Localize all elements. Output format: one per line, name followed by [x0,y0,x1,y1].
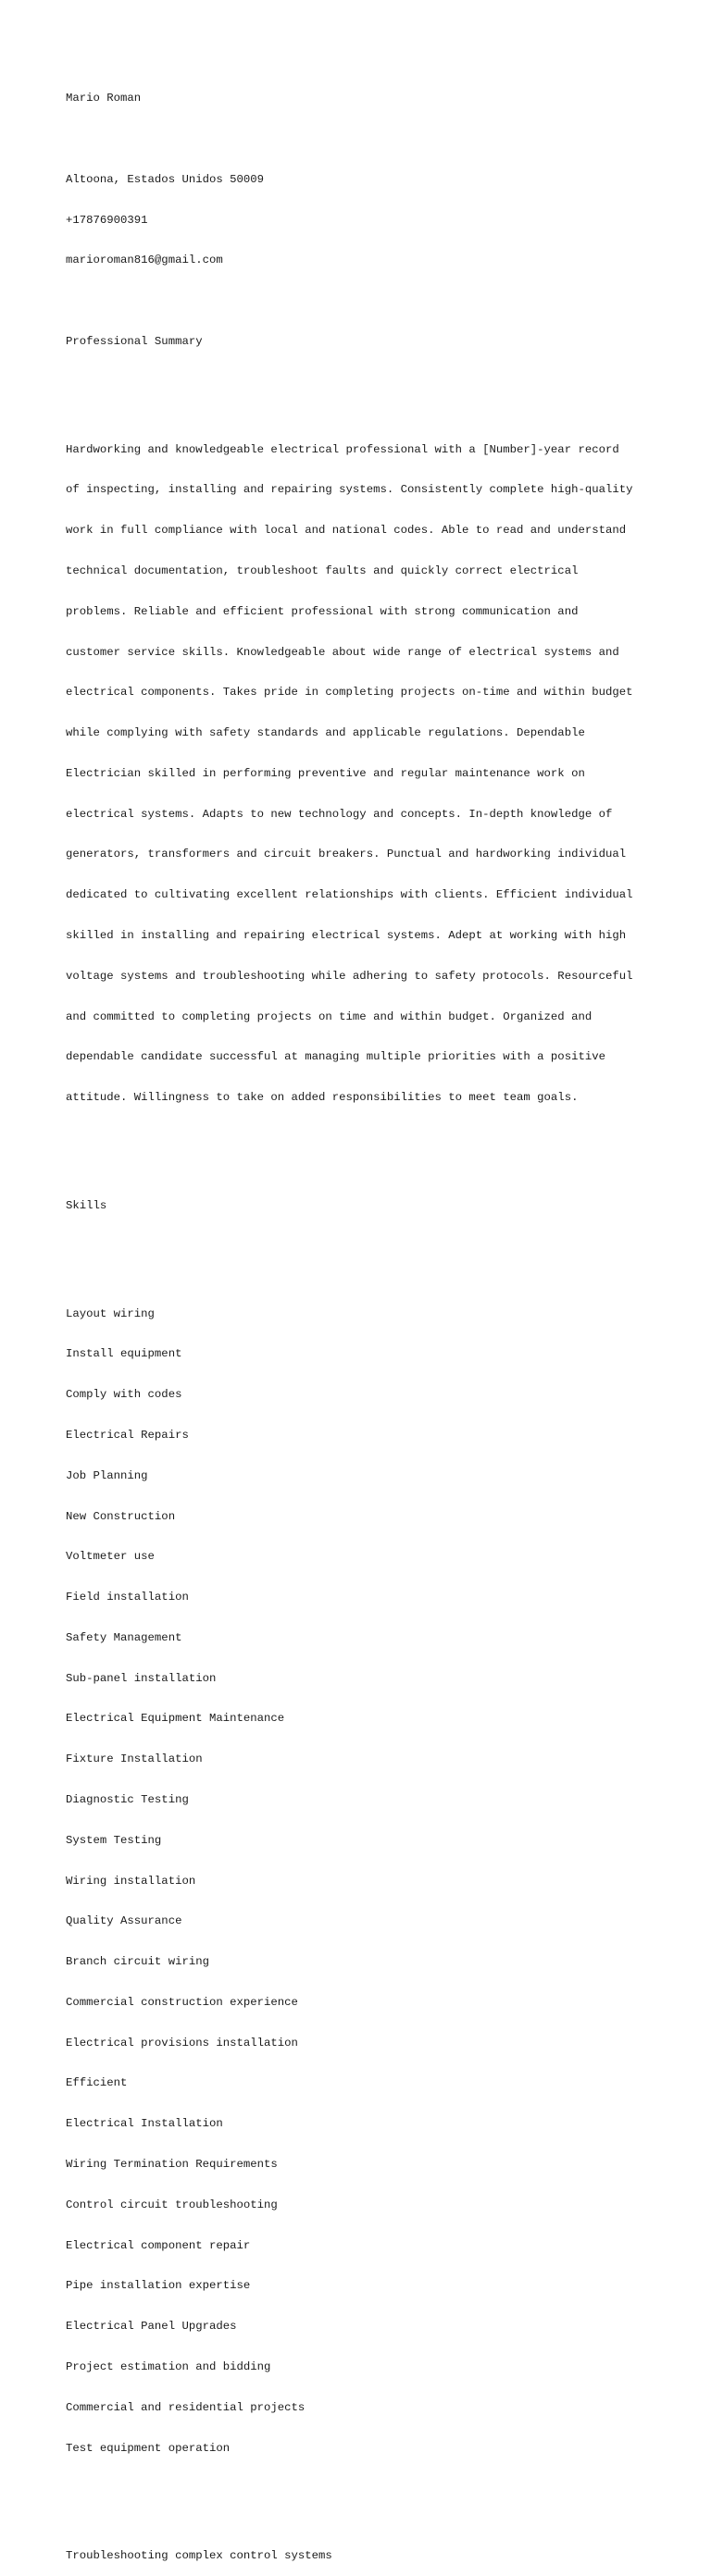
summary-line: customer service skills. Knowledgeable about wide range of electrical systems and [66,645,619,659]
summary-line: Electrician skilled in performing preventive and regular maintenance work on [66,766,585,780]
summary-line: while complying with safety standards and applicable regulations. Dependable [66,726,585,740]
skill-item: Project estimation and bidding [66,2359,271,2373]
resume-document [66,65,677,2576]
summary-line: problems. Reliable and efficient professional with strong communication and [66,604,579,618]
summary-line: of inspecting, installing and repairing systems. Consistently complete high-quality [66,483,633,497]
summary-line: technical documentation, troubleshoot faults and quickly correct electrical [66,564,579,577]
skill-item: Install equipment [66,1347,182,1361]
candidate-location: Altoona, Estados Unidos 50009 [66,172,265,186]
skill-item: Electrical provisions installation [66,2036,298,2050]
skill-item-trailing: Troubleshooting complex control systems [66,2549,332,2563]
skill-item: Branch circuit wiring [66,1955,209,1969]
summary-line: skilled in installing and repairing electrical systems. Adept at working with high [66,929,627,942]
skill-item: Electrical Installation [66,2117,223,2131]
spacer [66,376,677,390]
summary-line: work in full compliance with local and national codes. Able to read and understand [66,524,627,538]
skill-item: Electrical Panel Upgrades [66,2320,237,2334]
summary-line: electrical systems. Adapts to new technology and concepts. In-depth knowledge of [66,807,613,821]
skill-item: Electrical Equipment Maintenance [66,1712,285,1726]
summary-line: electrical components. Takes pride in completing projects on-time and within budget [66,686,633,700]
candidate-name: Mario Roman [66,92,142,105]
skill-item: System Testing [66,1833,162,1847]
skill-item: Commercial construction experience [66,1995,298,2009]
spacer [66,1240,677,1254]
skill-item: Test equipment operation [66,2441,231,2455]
skill-item: New Construction [66,1509,176,1523]
skill-item: Job Planning [66,1468,148,1482]
summary-heading: Professional Summary [66,334,203,348]
spacer [66,132,677,146]
summary-line: dependable candidate successful at managing multiple priorities with a positive [66,1050,605,1064]
skill-item: Pipe installation expertise [66,2279,251,2293]
summary-line: generators, transformers and circuit breakers. Punctual and hardworking individual [66,848,627,861]
skill-item: Electrical Repairs [66,1428,189,1442]
candidate-phone: +17876900391 [66,213,148,227]
skill-item: Sub-panel installation [66,1671,217,1685]
skill-item: Quality Assurance [66,1914,182,1928]
candidate-email: marioroman816@gmail.com [66,254,223,267]
summary-line: Hardworking and knowledgeable electrical professional with a [Number]-year record [66,442,619,456]
skill-item: Field installation [66,1591,189,1604]
skills-heading: Skills [66,1198,107,1212]
skill-item: Fixture Installation [66,1752,203,1766]
spacer [66,2508,677,2522]
spacer [66,294,677,308]
skills-list [66,1280,677,2482]
summary-body [66,415,677,1131]
skill-item: Control circuit troubleshooting [66,2198,278,2211]
summary-line: and committed to completing projects on time and within budget. Organized and [66,1009,592,1023]
skill-item: Layout wiring [66,1307,155,1320]
skill-item: Wiring installation [66,1874,196,1888]
skill-item: Safety Management [66,1630,182,1644]
spacer [66,1158,677,1172]
summary-line: voltage systems and troubleshooting while adhering to safety protocols. Resourceful [66,969,633,983]
skill-item: Wiring Termination Requirements [66,2158,278,2172]
skill-item: Commercial and residential projects [66,2400,306,2414]
skill-item: Diagnostic Testing [66,1793,189,1806]
skill-item: Efficient [66,2076,128,2090]
summary-line: dedicated to cultivating excellent relationships with clients. Efficient individual [66,888,633,902]
skill-item: Comply with codes [66,1388,182,1402]
skill-item: Electrical component repair [66,2238,251,2252]
skill-item: Voltmeter use [66,1550,155,1564]
summary-line: attitude. Willingness to take on added responsibilities to meet team goals. [66,1091,579,1105]
